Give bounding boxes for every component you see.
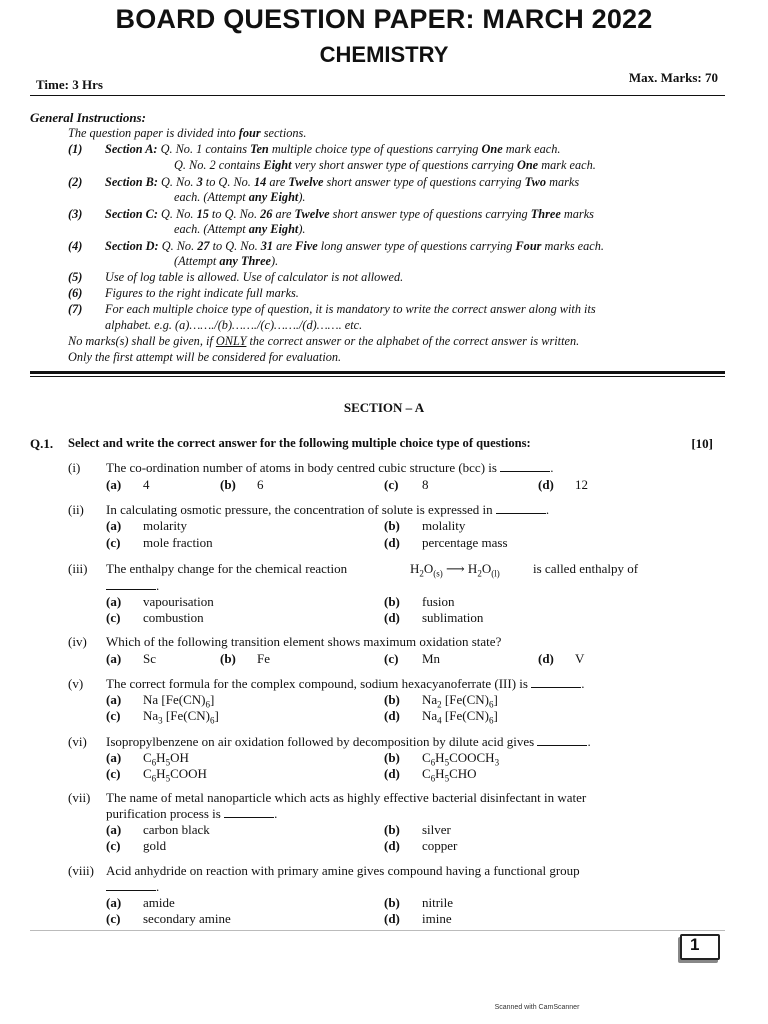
arrow-icon: ⟶ <box>446 561 465 576</box>
instruction-4-line-1: Section D: Q. No. 27 to Q. No. 31 are Five long answer type of questions carrying Four marks each. <box>105 239 604 253</box>
option-vii-d: copper <box>422 838 458 853</box>
option-ii-b: molality <box>422 518 466 533</box>
instruction-5-num: (5) <box>68 270 83 284</box>
option-viii-a: amide <box>143 895 175 910</box>
option-viii-d: imine <box>422 911 452 926</box>
option-viii-b: nitrile <box>422 895 454 910</box>
instructions-title: General Instructions: <box>30 110 146 125</box>
option-iv-d: V <box>575 651 585 666</box>
option-iv-c: Mn <box>422 651 441 666</box>
option-ii-d: percentage mass <box>422 535 508 550</box>
instruction-2-line-2: each. (Attempt any Eight). <box>174 190 306 204</box>
option-i-d: 12 <box>575 477 588 492</box>
instruction-1-line-2: Q. No. 2 contains Eight very short answer type of questions carrying One mark each. <box>174 158 596 172</box>
option-viii-c: secondary amine <box>143 911 231 926</box>
instruction-note-1: No marks(s) shall be given, if ONLY the correct answer or the alphabet of the correct answer is written. <box>68 334 580 348</box>
option-ii-c: mole fraction <box>143 535 213 550</box>
option-v-a: Na $[Fe(CN)_6]$ <box>143 692 215 710</box>
instructions-intro: The question paper is divided into four sections. <box>68 126 307 140</box>
option-vii-a: carbon black <box>143 822 210 837</box>
option-iv-a: Sc <box>143 651 156 666</box>
option-iv-b: Fe <box>257 651 270 666</box>
option-i-b: 6 <box>257 477 264 492</box>
instructions-divider-thin <box>30 376 725 377</box>
instruction-3-line-1: Section C: Q. No. 15 to Q. No. 26 are Twelve short answer type of questions carrying Three marks <box>105 207 594 221</box>
q1-number: Q.1. <box>30 436 54 451</box>
instruction-7-line-1: For each multiple choice type of question, it is mandatory to write the correct answer along with its <box>105 302 596 316</box>
option-i-c: 8 <box>422 477 429 492</box>
reaction-equation: $H_2O_{(s)}$ ⟶ $H_2O_{(l)}$ <box>410 561 500 579</box>
option-iii-b: fusion <box>422 594 455 609</box>
instruction-note-2: Only the first attempt will be considered for evaluation. <box>68 350 342 364</box>
max-marks: Max. Marks: 70 <box>628 70 718 85</box>
option-iii-a: vapourisation <box>143 594 214 609</box>
option-iii-c: combustion <box>143 610 204 625</box>
instruction-5-text: Use of log table is allowed. Use of calculator is not allowed. <box>105 270 404 284</box>
option-vi-c: $C_6H_5COOH$ <box>143 766 207 784</box>
section-heading: SECTION – A <box>343 400 425 415</box>
q1-marks: [10] <box>691 436 713 451</box>
option-vii-b: silver <box>422 822 451 837</box>
option-vi-a: $C_6H_5OH$ <box>143 750 189 768</box>
option-vii-c: gold <box>143 838 167 853</box>
page-number: 1 <box>690 935 700 954</box>
instruction-4-line-2: (Attempt any Three). <box>174 254 279 268</box>
option-v-b: $Na_2$ $[Fe(CN)_6]$ <box>422 692 498 710</box>
page-number-box <box>680 934 720 960</box>
instruction-7-num: (7) <box>68 302 83 316</box>
time-allowed: Time: 3 Hrs <box>36 77 103 92</box>
instruction-6-text: Figures to the right indicate full marks. <box>105 286 299 300</box>
option-vi-d: $C_6H_5CHO$ <box>422 766 477 784</box>
instruction-1-line-1: Section A: Q. No. 1 contains Ten multiple choice type of questions carrying One mark each. <box>105 142 561 156</box>
option-iii-d: sublimation <box>422 610 484 625</box>
instruction-2-line-1: Section B: Q. No. 3 to Q. No. 14 are Twelve short answer type of questions carrying Two marks <box>105 175 580 189</box>
option-vi-b: $C_6H_5COOCH_3$ <box>422 750 500 768</box>
option-v-d: $Na_4$ $[Fe(CN)_6]$ <box>422 708 498 726</box>
option-v-c: $Na_3$ $[Fe(CN)_6]$ <box>143 708 219 726</box>
footer-divider <box>30 930 725 931</box>
header-divider <box>30 95 725 96</box>
option-i-a: 4 <box>143 477 150 492</box>
instruction-3-line-2: each. (Attempt any Eight). <box>174 222 306 236</box>
scanner-watermark: Scanned with CamScanner <box>494 1004 580 1011</box>
q1-instruction: Select and write the correct answer for the following multiple choice type of questions: <box>68 436 531 450</box>
paper-title: BOARD QUESTION PAPER: MARCH 2022 <box>115 4 653 34</box>
instruction-7-line-2: alphabet. e.g. (a)……./(b)……./(c)……./(d)……. etc. <box>105 318 363 332</box>
instructions-divider-thick <box>30 371 725 374</box>
subject-title: CHEMISTRY <box>319 42 449 67</box>
option-ii-a: molarity <box>143 518 188 533</box>
instruction-6-num: (6) <box>68 286 83 300</box>
